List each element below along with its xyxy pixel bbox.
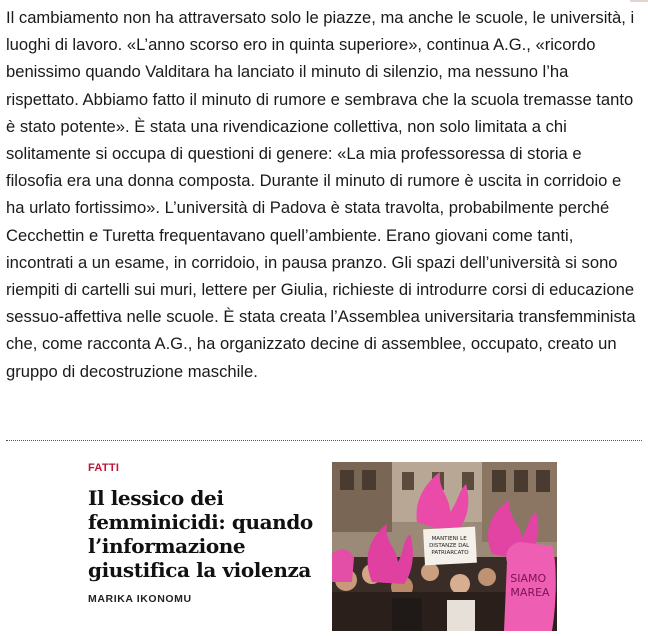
related-article-author[interactable]: MARIKA IKONOMU [88,593,192,605]
sign-right-text: SIAMO MAREA [510,572,550,599]
article-paragraph: Il cambiamento non ha attraversato solo le piazze, ma anche le scuole, le università, i luoghi di lavoro. «L’anno scorso ero in quinta superiore», continua A.G., «ricordo benissimo quando Valditara ha lanciato il minuto di silenzio, ma nessuno l’ha rispettato. Abbiamo fatto il minuto di rumore e sembrava che la scuola tremasse tanto è stato potente». È stata una rivendicazione collettiva, non solo limitata a chi solitamente si occupa di questioni di genere: «La mia professoressa di storia e filosofia era una donna composta. Durante il minuto di rumore è uscita in corridoio e ha urlato fortissimo». L’università di Padova è stata travolta, probabilmente perché Cecchettin e Turetta frequentavano quell’ambiente. Erano giovani come tanti, incontrati a un esame, in corridoio, in pausa pranzo. Gli spazi dell’università si sono riempiti di cartelli sui muri, lettere per Giulia, richieste di introdurre corsi di educazione sessuo-affettiva nelle scuole. È stata creata l’Assemblea universitaria transfemminista che, come racconta A.G., ha organizzato decine di assemblee, occupato, creato un gruppo di decostruzione maschile. [6,8,636,381]
top-accent-rule [630,0,648,2]
section-divider [6,440,642,441]
related-article-text [88,462,320,605]
sign-left-text: MANTIENI LE DISTANZE DAL PATRIARCATO [429,536,470,556]
related-article-category[interactable]: FATTI [88,462,120,474]
protest-photo-illustration [332,462,557,631]
related-article-photo[interactable] [332,462,557,631]
related-article-card[interactable] [88,462,558,632]
related-article-title[interactable]: Il lessico dei femminicidi: quando l’informazione giustifica la violenza [88,486,313,582]
